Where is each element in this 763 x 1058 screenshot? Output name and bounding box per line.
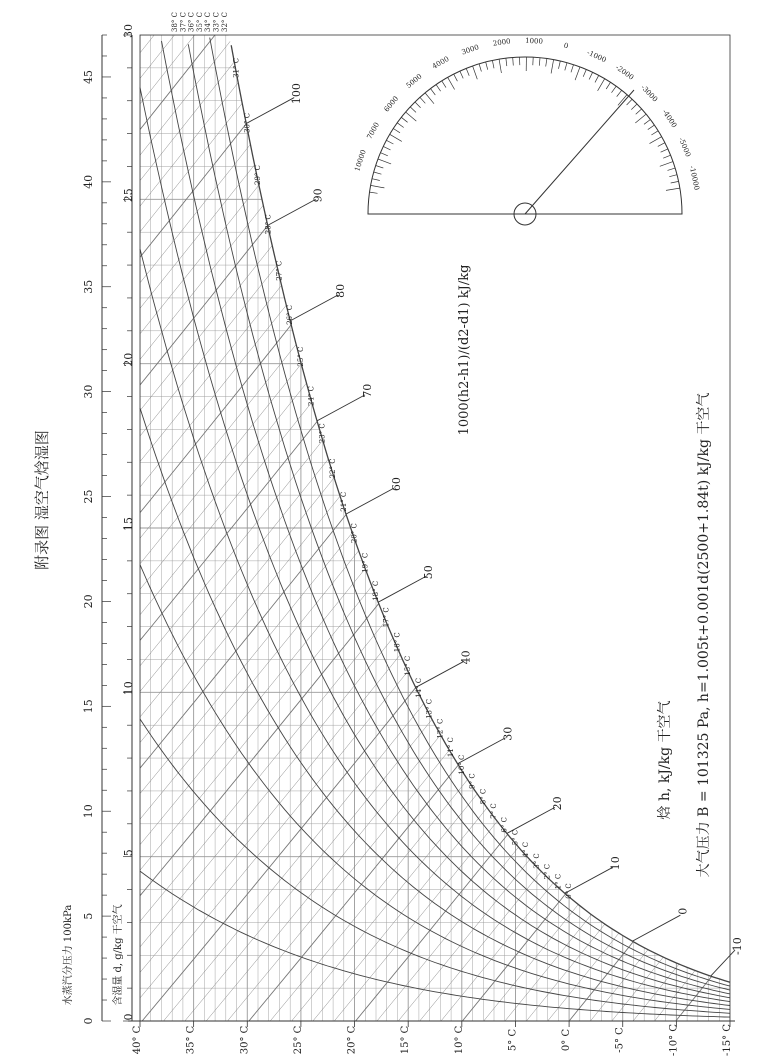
enthalpy-label-0: 100	[290, 83, 304, 105]
temperature-tick-label-2: 30° C	[239, 1025, 251, 1055]
top-wet-bulb-label-1: 37° C	[179, 12, 188, 32]
protractor-tick	[589, 72, 593, 79]
protractor-tick	[595, 75, 599, 82]
enthalpy-line	[548, 35, 763, 1021]
wet-bulb-label-28: 3° C	[532, 853, 541, 869]
vapor-pressure-tick-label-4: 20	[82, 594, 95, 609]
vapor-pressure-tick-label-7: 35	[82, 279, 95, 294]
enthalpy-leader	[632, 915, 680, 941]
protractor-tick	[479, 64, 481, 72]
protractor-tick	[378, 159, 391, 164]
protractor-tick	[606, 82, 610, 89]
protractor-label-14: -10000	[687, 165, 701, 191]
protractor-tick	[506, 58, 507, 66]
enthalpy-line	[612, 35, 763, 1021]
enthalpy-line	[0, 35, 763, 1021]
protractor-tick	[401, 117, 407, 122]
enthalpy-ratio-label: 1000(h2-h1)/(d2-d1) kJ/kg	[457, 264, 472, 436]
wet-bulb-label-13: 18° C	[372, 580, 380, 601]
enthalpy-label: 焓 h, kJ/kg 干空气	[657, 700, 673, 820]
protractor-tick	[631, 104, 637, 110]
moisture-tick-label-0: 0	[122, 1013, 135, 1021]
wet-bulb-label-12: 19° C	[361, 552, 370, 573]
top-wet-bulb-label-0: 38° C	[171, 12, 179, 32]
protractor-tick	[669, 175, 677, 177]
protractor-tick	[460, 71, 463, 78]
top-wet-bulb-label-5: 33° C	[212, 12, 221, 32]
protractor-label-7: 1000	[524, 36, 544, 46]
wet-bulb-label-19: 12° C	[436, 718, 445, 739]
protractor-tick	[376, 166, 384, 169]
protractor-tick	[559, 61, 561, 69]
protractor-tick	[612, 86, 617, 93]
protractor-tick	[617, 90, 622, 96]
protractor-tick	[420, 97, 425, 103]
protractor-tick	[661, 149, 668, 152]
protractor-tick	[660, 162, 673, 167]
wet-bulb-label-9: 22° C	[329, 458, 338, 479]
protractor-tick	[372, 179, 380, 181]
protractor-tick	[651, 131, 658, 135]
wet-bulb-label-16: 15° C	[404, 655, 413, 676]
wet-bulb-label-26: 5° C	[511, 829, 520, 846]
protractor-tick	[671, 181, 679, 183]
wet-bulb-label-14: 17° C	[382, 607, 391, 628]
chart-title: 附录图 湿空气焓湿图	[33, 430, 51, 570]
protractor-label-5: 3000	[460, 43, 480, 57]
protractor-tick	[383, 146, 390, 150]
wet-bulb-label-4: 27° C	[275, 260, 284, 281]
top-wet-bulb-label-6: 32° C	[220, 12, 229, 32]
protractor-label-6: 2000	[492, 37, 512, 48]
wet-bulb-label-7: 24° C	[307, 386, 316, 406]
wet-bulb-label-15: 16° C	[393, 632, 402, 653]
temperature-tick-label-3: 25° C	[292, 1025, 304, 1055]
enthalpy-label-11: -10	[731, 937, 744, 955]
protractor-tick	[551, 60, 554, 74]
moisture-tick-label-2: 10	[122, 681, 135, 696]
temperature-tick-label-0: 40° C	[132, 1025, 143, 1055]
protractor-tick	[635, 114, 646, 123]
vapor-pressure-tick-label-0: 0	[82, 1017, 95, 1025]
protractor-tick	[513, 58, 514, 66]
protractor-label-3: 5000	[404, 72, 424, 90]
wet-bulb-label-17: 14° C	[414, 677, 423, 698]
wet-bulb-label-8: 23° C	[318, 423, 327, 444]
protractor-tick	[393, 129, 400, 133]
temperature-tick-label-8: 0° C	[561, 1028, 573, 1052]
protractor-tick	[473, 66, 478, 79]
wet-bulb-label-11: 20° C	[350, 523, 359, 544]
protractor-tick	[644, 120, 650, 125]
protractor-tick	[410, 107, 416, 113]
enthalpy-line	[0, 35, 33, 1021]
protractor-tick	[571, 65, 574, 73]
vapor-pressure-tick-label-9: 45	[82, 70, 95, 84]
temperature-tick-label-6: 10° C	[453, 1025, 465, 1055]
vapor-pressure-tick-label-8: 40	[82, 174, 95, 189]
enthalpy-labels	[246, 83, 744, 976]
protractor-label-11: -3000	[639, 83, 660, 104]
protractor-tick	[486, 62, 488, 70]
enthalpy-line	[0, 35, 761, 1021]
protractor-label-8: 0	[562, 41, 570, 51]
relative-humidity-curves	[140, 38, 730, 1018]
top-wet-bulb-label-2: 36° C	[187, 12, 196, 32]
enthalpy-label-3: 70	[361, 383, 374, 398]
protractor-tick	[666, 188, 680, 190]
rh-curve-40	[140, 408, 730, 1006]
temperature-tick-label-4: 20° C	[346, 1025, 358, 1055]
wet-bulb-label-29: 2° C	[543, 863, 552, 880]
enthalpy-line	[676, 35, 763, 1021]
enthalpy-leader	[290, 295, 338, 321]
enthalpy-line	[569, 35, 763, 1021]
enthalpy-leader	[507, 807, 555, 833]
wet-bulb-label-2: 29° C	[254, 165, 262, 185]
vapor-pressure-tick-label-5: 25	[82, 489, 95, 504]
protractor-tick	[658, 143, 665, 147]
moisture-tick-label-5: 25	[122, 188, 135, 203]
protractor-tick	[650, 137, 662, 144]
rh-curve-90	[210, 38, 730, 987]
protractor-label-4: 4000	[430, 55, 451, 71]
protractor-tick	[370, 192, 378, 193]
protractor-tick	[499, 59, 501, 73]
moisture-tick-label-1: 5	[122, 849, 135, 857]
protractor-label-0: 10000	[353, 148, 368, 173]
protractor-tick	[381, 153, 388, 156]
grid-lines	[0, 35, 763, 1021]
protractor-tick	[454, 74, 458, 81]
enthalpy-line	[0, 35, 721, 1021]
protractor-tick	[371, 185, 385, 188]
enthalpy-label-2: 80	[334, 283, 348, 298]
temperature-tick-label-1: 35° C	[185, 1025, 197, 1055]
enthalpy-line	[0, 35, 134, 1021]
protractor-tick	[415, 102, 421, 108]
wet-bulb-label-23: 8° C	[479, 788, 488, 805]
moisture-axis-label: 含湿量 d, g/kg 干空气	[113, 904, 124, 1006]
enthalpy-label-4: 60	[390, 477, 403, 492]
enthalpy-label-7: 30	[501, 726, 515, 741]
enthalpy-label-8: 20	[550, 796, 564, 811]
formula-label: 大气压力 B = 101325 Pa, h=1.005t+0.001d(2500+1.84t) kJ/kg 干空气	[696, 392, 712, 878]
protractor-tick	[565, 63, 567, 71]
protractor-tick	[598, 79, 605, 91]
protractor-tick	[663, 155, 670, 158]
wet-bulb-label-10: 21° C	[339, 491, 348, 512]
enthalpy-label-1: 90	[311, 188, 325, 203]
protractor-tick	[668, 168, 676, 170]
temperature-tick-label-9: -5° C	[614, 1027, 626, 1053]
vapor-pressure-tick-label-3: 15	[82, 699, 95, 714]
enthalpy-label-5: 50	[422, 565, 436, 580]
protractor-tick	[431, 89, 436, 95]
chart-text	[33, 265, 712, 1006]
protractor-label-12: -4000	[660, 108, 679, 130]
temperature-tick-label-5: 15° C	[400, 1025, 412, 1055]
enthalpy-label-6: 40	[459, 650, 473, 665]
enthalpy-line	[526, 35, 763, 1021]
temperature-tick-label-10: -10° C	[668, 1024, 680, 1056]
wet-bulb-label-0: 31° C	[232, 57, 241, 78]
wet-bulb-label-21: 10° C	[457, 754, 466, 775]
moisture-tick-label-4: 20	[122, 352, 135, 367]
rh-curve-50	[140, 249, 730, 1002]
protractor-tick	[425, 93, 434, 104]
wet-bulb-label-27: 4° C	[522, 841, 531, 858]
rh-curve-60	[140, 88, 730, 998]
enthalpy-leader	[246, 98, 294, 124]
wet-bulb-label-30: 1° C	[554, 873, 563, 890]
enthalpy-leader	[268, 199, 316, 225]
protractor-tick	[492, 60, 494, 68]
protractor-tick	[627, 99, 633, 105]
protractor-tick	[448, 77, 455, 89]
protractor-tick	[583, 70, 586, 77]
vapor-pressure-tick-label-1: 5	[82, 912, 95, 920]
protractor-tick	[636, 109, 642, 114]
protractor-tick	[397, 123, 404, 128]
enthalpy-label-9: 10	[608, 856, 622, 871]
protractor-label-13: -5000	[676, 136, 693, 159]
protractor-tick	[575, 67, 580, 80]
enthalpy-label-10: 0	[676, 907, 690, 915]
wet-bulb-label-31: 0° C	[565, 883, 574, 899]
protractor-label-10: -2000	[613, 63, 636, 82]
wet-bulb-label-5: 26° C	[286, 304, 295, 325]
top-wet-bulb-label-3: 35° C	[195, 12, 204, 32]
top-wet-bulb-label-4: 34° C	[204, 12, 213, 32]
protractor-tick	[442, 81, 446, 88]
protractor-tick	[436, 85, 441, 92]
wet-bulb-label-24: 7° C	[490, 803, 498, 819]
temperature-tick-label-7: 5° C	[507, 1028, 519, 1052]
protractor	[353, 37, 700, 225]
enthalpy-line	[0, 35, 13, 1021]
enthalpy-line	[0, 35, 114, 1021]
wet-bulb-label-6: 25° C	[296, 346, 305, 367]
protractor-tick	[386, 140, 393, 144]
wet-bulb-label-20: 11° C	[447, 737, 456, 758]
protractor-tick	[466, 68, 469, 75]
vapor-pressure-axis-label: 水蒸汽分压力 100kPa	[63, 904, 74, 1006]
wet-bulb-label-1: 30° C	[243, 112, 252, 133]
vapor-pressure-tick-label-6: 30	[82, 384, 95, 399]
protractor-label-1: 7000	[365, 121, 382, 141]
enthalpy-line	[590, 35, 763, 1021]
protractor-needle	[525, 90, 634, 214]
protractor-tick	[648, 125, 655, 130]
wet-bulb-label-25: 6° C	[500, 817, 509, 833]
wet-bulb-labels	[171, 12, 573, 899]
protractor-tick	[390, 134, 402, 141]
protractor-label-9: -1000	[585, 48, 608, 65]
rh-curve-70	[162, 41, 731, 994]
wet-bulb-label-22: 9° C	[468, 773, 477, 789]
enthalpy-leader	[346, 488, 394, 514]
vapor-pressure-tick-label-2: 10	[82, 804, 95, 819]
protractor-tick	[406, 112, 417, 121]
enthalpy-leader	[317, 395, 365, 421]
moisture-tick-label-3: 15	[122, 517, 135, 531]
enthalpy-line	[484, 35, 763, 1021]
chart-grid	[0, 35, 763, 1021]
rh-curve-10	[140, 871, 730, 1017]
protractor-label-2: 6000	[382, 94, 401, 114]
protractor-tick	[546, 59, 547, 67]
protractor-tick	[539, 58, 540, 66]
temperature-tick-label-11: -15° C	[722, 1024, 733, 1056]
wet-bulb-label-3: 28° C	[264, 214, 273, 235]
moisture-tick-label-6: 30	[122, 24, 135, 38]
protractor-tick	[374, 172, 382, 174]
wet-bulb-label-18: 13° C	[425, 698, 434, 719]
enthalpy-leader	[378, 576, 426, 602]
